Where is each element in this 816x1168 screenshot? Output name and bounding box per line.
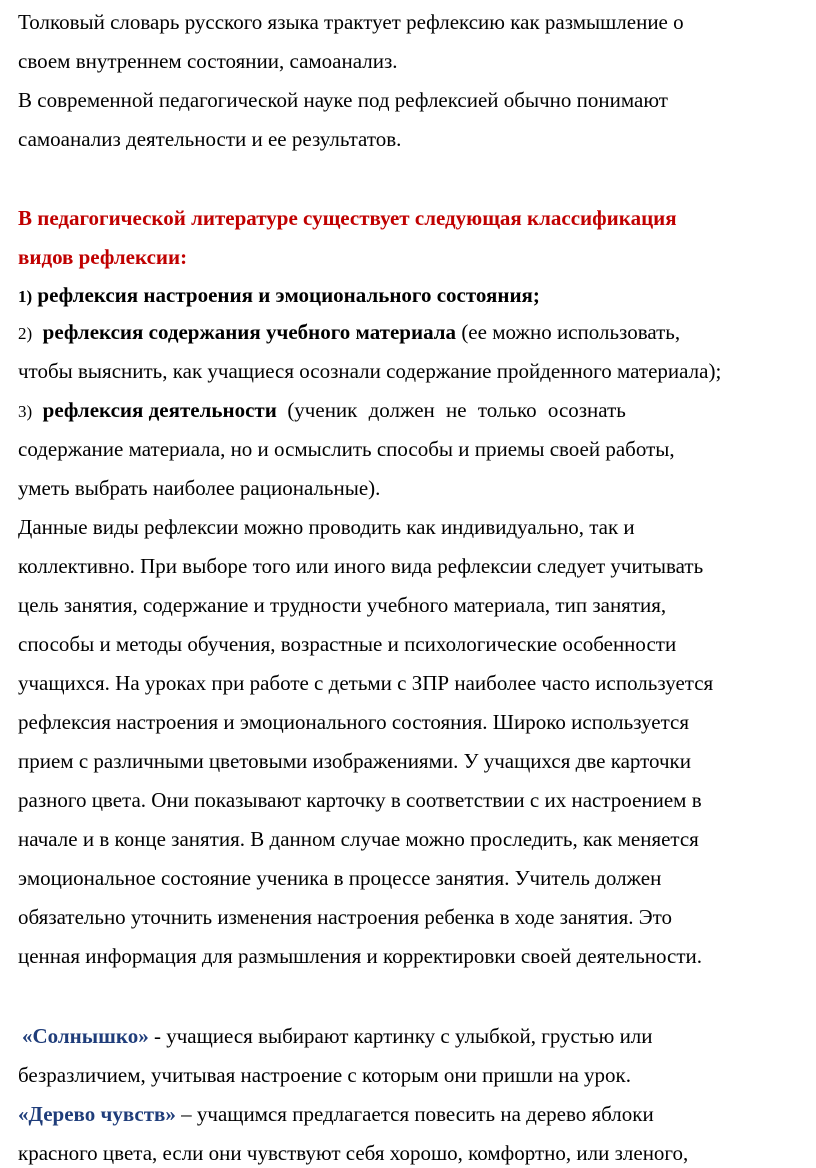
method-text: – учащимся предлагается повесить на дерево яблоки bbox=[175, 1102, 654, 1126]
paragraph-line: самоанализ деятельности и ее результатов. bbox=[18, 127, 402, 151]
method-item bbox=[18, 1102, 654, 1126]
paragraph-line: прием с различными цветовыми изображениями. У учащихся две карточки bbox=[18, 749, 691, 773]
method-text: - учащиеся выбирают картинку с улыбкой, грустью или bbox=[148, 1024, 653, 1048]
list-number: 2) bbox=[18, 324, 33, 343]
method-title: «Солнышко» bbox=[22, 1024, 149, 1048]
section-heading: видов рефлексии: bbox=[18, 245, 188, 269]
paragraph-line: способы и методы обучения, возрастные и психологические особенности bbox=[18, 632, 677, 656]
paragraph-line: красного цвета, если они чувствуют себя хорошо, комфортно, или зленого, bbox=[18, 1141, 689, 1165]
paragraph-line: безразличием, учитывая настроение с которым они пришли на урок. bbox=[18, 1063, 631, 1087]
paragraph-line: своем внутреннем состоянии, самоанализ. bbox=[18, 49, 398, 73]
list-item-bold: рефлексия деятельности bbox=[42, 398, 277, 422]
list-item bbox=[18, 283, 540, 309]
paragraph-line: чтобы выяснить, как учащиеся осознали содержание пройденного материала); bbox=[18, 359, 722, 383]
list-item-text: (ее можно использовать, bbox=[461, 320, 681, 344]
paragraph-line: ценная информация для размышления и корректировки своей деятельности. bbox=[18, 944, 703, 968]
paragraph-line: рефлексия настроения и эмоционального состояния. Широко используется bbox=[18, 710, 690, 734]
paragraph-line: уметь выбрать наиболее рациональные). bbox=[18, 476, 381, 500]
paragraph-line: разного цвета. Они показывают карточку в соответствии с их настроением в bbox=[18, 788, 702, 812]
paragraph-line: Данные виды рефлексии можно проводить как индивидуально, так и bbox=[18, 515, 635, 539]
method-item bbox=[22, 1024, 653, 1048]
paragraph-line: коллективно. При выборе того или иного вида рефлексии следует учитывать bbox=[18, 554, 704, 578]
list-item-text: (ученик должен не только осознать bbox=[287, 398, 626, 422]
paragraph-line: В современной педагогической науке под рефлексией обычно понимают bbox=[18, 88, 668, 112]
list-item bbox=[18, 398, 626, 424]
paragraph-line: обязательно уточнить изменения настроения ребенка в ходе занятия. Это bbox=[18, 905, 673, 929]
section-heading: В педагогической литературе существует следующая классификация bbox=[18, 206, 677, 230]
paragraph-line: начале и в конце занятия. В данном случае можно проследить, как меняется bbox=[18, 827, 699, 851]
paragraph-line: Толковый словарь русского языка трактует рефлексию как размышление о bbox=[18, 10, 684, 34]
list-number: 3) bbox=[18, 402, 33, 421]
paragraph-line: содержание материала, но и осмыслить способы и приемы своей работы, bbox=[18, 437, 675, 461]
method-title: «Дерево чувств» bbox=[18, 1102, 176, 1126]
list-item-bold: рефлексия содержания учебного материала bbox=[42, 320, 457, 344]
list-item bbox=[18, 320, 680, 346]
paragraph-line: учащихся. На уроках при работе с детьми с ЗПР наиболее часто используется bbox=[18, 671, 714, 695]
list-number: 1) bbox=[18, 287, 33, 306]
list-item-text: рефлексия настроения и эмоционального состояния; bbox=[37, 283, 540, 307]
paragraph-line: цель занятия, содержание и трудности учебного материала, тип занятия, bbox=[18, 593, 667, 617]
paragraph-line: эмоциональное состояние ученика в процессе занятия. Учитель должен bbox=[18, 866, 662, 890]
